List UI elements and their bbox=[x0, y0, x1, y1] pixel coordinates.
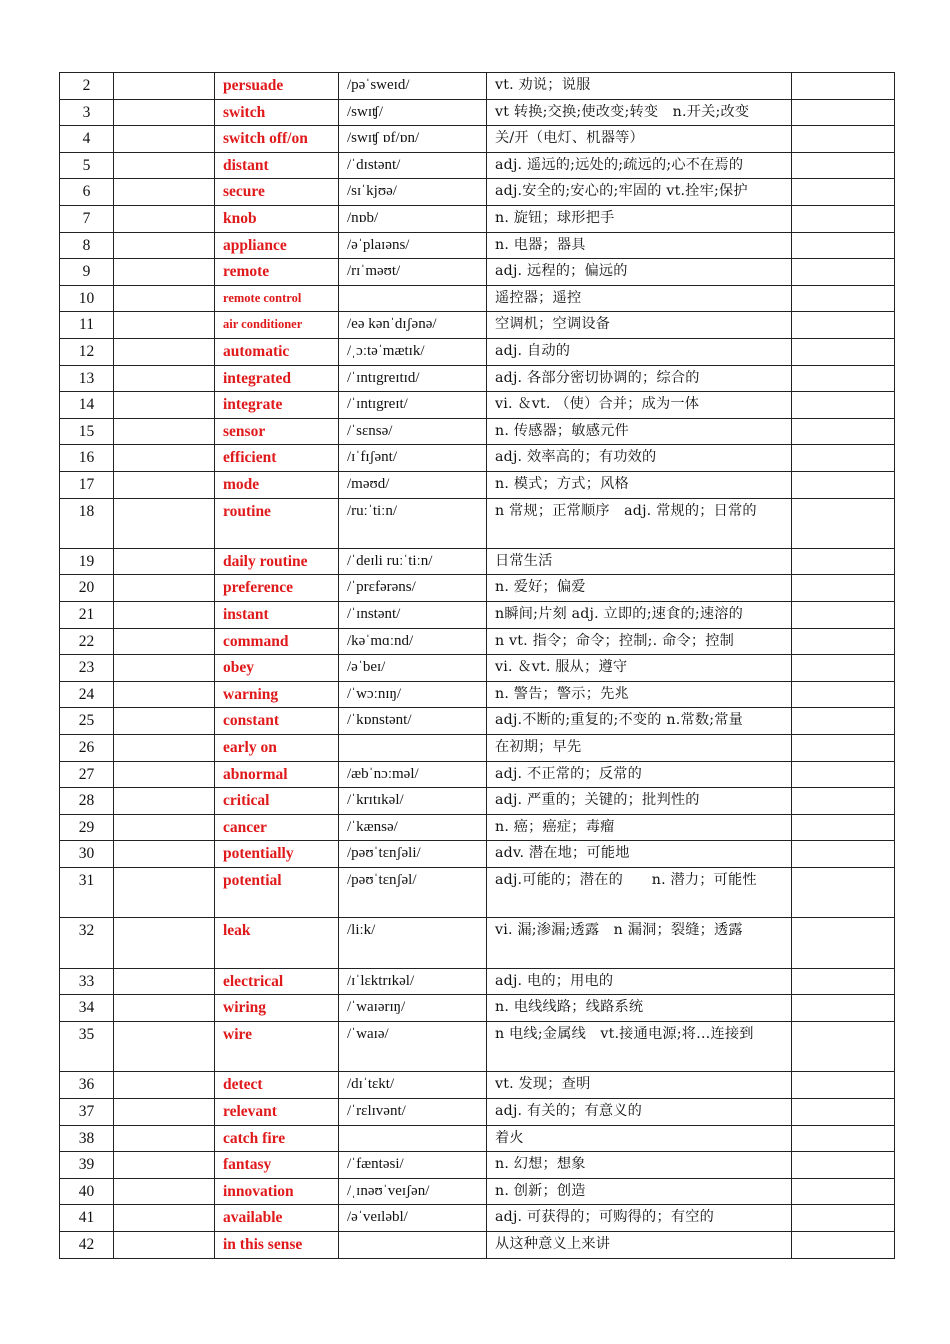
word-meaning: adj. 不正常的；反常的 bbox=[487, 761, 792, 788]
notes-cell bbox=[792, 205, 895, 232]
vocabulary-word: routine bbox=[215, 498, 339, 548]
phonetic-transcription bbox=[339, 1231, 487, 1258]
phonetic-transcription: /pəˈsweɪd/ bbox=[339, 73, 487, 100]
row-number: 2 bbox=[60, 73, 114, 100]
vocabulary-word: available bbox=[215, 1205, 339, 1232]
row-number: 38 bbox=[60, 1125, 114, 1152]
table-row bbox=[60, 868, 895, 918]
notes-cell bbox=[792, 418, 895, 445]
word-meaning: n. 创新；创造 bbox=[487, 1178, 792, 1205]
phonetic-transcription: /ɪˈlɛktrɪkəl/ bbox=[339, 968, 487, 995]
notes-cell bbox=[792, 788, 895, 815]
word-meaning: n. 癌；癌症；毒瘤 bbox=[487, 814, 792, 841]
notes-cell bbox=[792, 365, 895, 392]
blank-cell bbox=[114, 338, 215, 365]
word-meaning: adj.不断的;重复的;不变的 n.常数;常量 bbox=[487, 708, 792, 735]
blank-cell bbox=[114, 1205, 215, 1232]
phonetic-transcription: /dɪˈtɛkt/ bbox=[339, 1072, 487, 1099]
blank-cell bbox=[114, 841, 215, 868]
word-meaning: 日常生活 bbox=[487, 548, 792, 575]
phonetic-transcription: /əˈveɪləbl/ bbox=[339, 1205, 487, 1232]
vocabulary-word: mode bbox=[215, 471, 339, 498]
notes-cell bbox=[792, 761, 895, 788]
table-row bbox=[60, 1231, 895, 1258]
word-meaning: n. 电器；器具 bbox=[487, 232, 792, 259]
row-number: 13 bbox=[60, 365, 114, 392]
phonetic-transcription: /məʊd/ bbox=[339, 471, 487, 498]
notes-cell bbox=[792, 1098, 895, 1125]
blank-cell bbox=[114, 1152, 215, 1179]
table-row bbox=[60, 548, 895, 575]
notes-cell bbox=[792, 73, 895, 100]
notes-cell bbox=[792, 1072, 895, 1099]
vocabulary-word: automatic bbox=[215, 338, 339, 365]
vocabulary-word: efficient bbox=[215, 445, 339, 472]
vocabulary-word: command bbox=[215, 628, 339, 655]
vocabulary-word: sensor bbox=[215, 418, 339, 445]
row-number: 41 bbox=[60, 1205, 114, 1232]
vocabulary-word: critical bbox=[215, 788, 339, 815]
vocabulary-word: potential bbox=[215, 868, 339, 918]
phonetic-transcription bbox=[339, 285, 487, 312]
table-row bbox=[60, 285, 895, 312]
blank-cell bbox=[114, 735, 215, 762]
blank-cell bbox=[114, 418, 215, 445]
phonetic-transcription: /ɪˈfɪʃənt/ bbox=[339, 445, 487, 472]
phonetic-transcription: /ˈwaɪə/ bbox=[339, 1021, 487, 1071]
phonetic-transcription: /ˈprɛfərəns/ bbox=[339, 575, 487, 602]
notes-cell bbox=[792, 1152, 895, 1179]
vocabulary-word: switch off/on bbox=[215, 126, 339, 153]
table-row bbox=[60, 205, 895, 232]
word-meaning: adj. 遥远的;远处的;疏远的;心不在焉的 bbox=[487, 152, 792, 179]
row-number: 6 bbox=[60, 179, 114, 206]
phonetic-transcription: /swɪʧ ɒf/ɒn/ bbox=[339, 126, 487, 153]
table-row bbox=[60, 1178, 895, 1205]
vocabulary-word: knob bbox=[215, 205, 339, 232]
row-number: 33 bbox=[60, 968, 114, 995]
vocabulary-word: electrical bbox=[215, 968, 339, 995]
vocabulary-word: abnormal bbox=[215, 761, 339, 788]
vocabulary-word: persuade bbox=[215, 73, 339, 100]
word-meaning: adj. 自动的 bbox=[487, 338, 792, 365]
notes-cell bbox=[792, 1021, 895, 1071]
blank-cell bbox=[114, 312, 215, 339]
table-row bbox=[60, 814, 895, 841]
word-meaning: n 电线;金属线 vt.接通电源;将…连接到 bbox=[487, 1021, 792, 1071]
word-meaning: vt 转换;交换;使改变;转变 n.开关;改变 bbox=[487, 99, 792, 126]
word-meaning: adj.安全的;安心的;牢固的 vt.拴牢;保护 bbox=[487, 179, 792, 206]
row-number: 40 bbox=[60, 1178, 114, 1205]
blank-cell bbox=[114, 445, 215, 472]
phonetic-transcription: /æbˈnɔːməl/ bbox=[339, 761, 487, 788]
blank-cell bbox=[114, 868, 215, 918]
table-row bbox=[60, 1125, 895, 1152]
row-number: 36 bbox=[60, 1072, 114, 1099]
word-meaning: 空调机；空调设备 bbox=[487, 312, 792, 339]
table-row bbox=[60, 152, 895, 179]
vocabulary-table-body bbox=[60, 73, 895, 1259]
vocabulary-word: preference bbox=[215, 575, 339, 602]
word-meaning: adj. 效率高的；有功效的 bbox=[487, 445, 792, 472]
vocabulary-page bbox=[59, 72, 894, 1259]
notes-cell bbox=[792, 841, 895, 868]
phonetic-transcription: /pəʊˈtɛnʃəl/ bbox=[339, 868, 487, 918]
vocabulary-word: fantasy bbox=[215, 1152, 339, 1179]
blank-cell bbox=[114, 1178, 215, 1205]
blank-cell bbox=[114, 655, 215, 682]
phonetic-transcription: /ˈɪnstənt/ bbox=[339, 602, 487, 629]
table-row bbox=[60, 338, 895, 365]
vocabulary-word: wiring bbox=[215, 995, 339, 1022]
vocabulary-word: air conditioner bbox=[215, 312, 339, 339]
vocabulary-word: innovation bbox=[215, 1178, 339, 1205]
table-row bbox=[60, 681, 895, 708]
row-number: 8 bbox=[60, 232, 114, 259]
phonetic-transcription: /ˈfæntəsi/ bbox=[339, 1152, 487, 1179]
row-number: 18 bbox=[60, 498, 114, 548]
vocabulary-word: switch bbox=[215, 99, 339, 126]
word-meaning: vi. ＆vt. （使）合并；成为一体 bbox=[487, 392, 792, 419]
row-number: 23 bbox=[60, 655, 114, 682]
notes-cell bbox=[792, 548, 895, 575]
notes-cell bbox=[792, 1178, 895, 1205]
word-meaning: n vt. 指令；命令；控制;. 命令；控制 bbox=[487, 628, 792, 655]
table-row bbox=[60, 1152, 895, 1179]
vocabulary-word: secure bbox=[215, 179, 339, 206]
row-number: 42 bbox=[60, 1231, 114, 1258]
row-number: 10 bbox=[60, 285, 114, 312]
notes-cell bbox=[792, 968, 895, 995]
table-row bbox=[60, 232, 895, 259]
phonetic-transcription bbox=[339, 1125, 487, 1152]
blank-cell bbox=[114, 99, 215, 126]
phonetic-transcription: /ˈwaɪərɪŋ/ bbox=[339, 995, 487, 1022]
phonetic-transcription: /əˈplaɪəns/ bbox=[339, 232, 487, 259]
vocabulary-word: appliance bbox=[215, 232, 339, 259]
table-row bbox=[60, 602, 895, 629]
word-meaning: 在初期；早先 bbox=[487, 735, 792, 762]
notes-cell bbox=[792, 735, 895, 762]
notes-cell bbox=[792, 232, 895, 259]
phonetic-transcription: /ˈsɛnsə/ bbox=[339, 418, 487, 445]
table-row bbox=[60, 708, 895, 735]
notes-cell bbox=[792, 471, 895, 498]
phonetic-transcription: /liːk/ bbox=[339, 918, 487, 968]
word-meaning: 从这种意义上来讲 bbox=[487, 1231, 792, 1258]
notes-cell bbox=[792, 445, 895, 472]
notes-cell bbox=[792, 918, 895, 968]
row-number: 12 bbox=[60, 338, 114, 365]
row-number: 25 bbox=[60, 708, 114, 735]
table-row bbox=[60, 1072, 895, 1099]
row-number: 31 bbox=[60, 868, 114, 918]
phonetic-transcription: /sɪˈkjʊə/ bbox=[339, 179, 487, 206]
vocabulary-word: relevant bbox=[215, 1098, 339, 1125]
row-number: 16 bbox=[60, 445, 114, 472]
phonetic-transcription: /ˈwɔːnɪŋ/ bbox=[339, 681, 487, 708]
phonetic-transcription: /eə kənˈdɪʃənə/ bbox=[339, 312, 487, 339]
table-row bbox=[60, 1098, 895, 1125]
blank-cell bbox=[114, 1125, 215, 1152]
notes-cell bbox=[792, 179, 895, 206]
word-meaning: n 常规；正常顺序 adj. 常规的；日常的 bbox=[487, 498, 792, 548]
word-meaning: adj.可能的；潜在的 n. 潜力；可能性 bbox=[487, 868, 792, 918]
phonetic-transcription: /ˈdeɪli ruːˈtiːn/ bbox=[339, 548, 487, 575]
vocabulary-word: warning bbox=[215, 681, 339, 708]
table-row bbox=[60, 628, 895, 655]
blank-cell bbox=[114, 1098, 215, 1125]
phonetic-transcription: /ˈkrɪtɪkəl/ bbox=[339, 788, 487, 815]
word-meaning: vt. 劝说；说服 bbox=[487, 73, 792, 100]
table-row bbox=[60, 995, 895, 1022]
word-meaning: adj. 远程的；偏远的 bbox=[487, 259, 792, 286]
phonetic-transcription: /ˈkænsə/ bbox=[339, 814, 487, 841]
notes-cell bbox=[792, 99, 895, 126]
row-number: 27 bbox=[60, 761, 114, 788]
table-row bbox=[60, 179, 895, 206]
word-meaning: adv. 潜在地；可能地 bbox=[487, 841, 792, 868]
blank-cell bbox=[114, 628, 215, 655]
table-row bbox=[60, 788, 895, 815]
word-meaning: n. 模式；方式；风格 bbox=[487, 471, 792, 498]
notes-cell bbox=[792, 1205, 895, 1232]
notes-cell bbox=[792, 1125, 895, 1152]
blank-cell bbox=[114, 995, 215, 1022]
row-number: 29 bbox=[60, 814, 114, 841]
vocabulary-word: daily routine bbox=[215, 548, 339, 575]
row-number: 9 bbox=[60, 259, 114, 286]
table-row bbox=[60, 392, 895, 419]
vocabulary-word: distant bbox=[215, 152, 339, 179]
vocabulary-word: in this sense bbox=[215, 1231, 339, 1258]
blank-cell bbox=[114, 126, 215, 153]
row-number: 4 bbox=[60, 126, 114, 153]
word-meaning: n. 警告；警示；先兆 bbox=[487, 681, 792, 708]
vocabulary-word: integrate bbox=[215, 392, 339, 419]
phonetic-transcription: /ˈdɪstənt/ bbox=[339, 152, 487, 179]
word-meaning: adj. 各部分密切协调的；综合的 bbox=[487, 365, 792, 392]
phonetic-transcription: /ruːˈtiːn/ bbox=[339, 498, 487, 548]
blank-cell bbox=[114, 471, 215, 498]
notes-cell bbox=[792, 602, 895, 629]
row-number: 34 bbox=[60, 995, 114, 1022]
phonetic-transcription: /ˈɪntɪgreɪt/ bbox=[339, 392, 487, 419]
blank-cell bbox=[114, 179, 215, 206]
vocabulary-table bbox=[59, 72, 895, 1259]
word-meaning: n. 爱好；偏爱 bbox=[487, 575, 792, 602]
vocabulary-word: potentially bbox=[215, 841, 339, 868]
blank-cell bbox=[114, 761, 215, 788]
table-row bbox=[60, 761, 895, 788]
vocabulary-word: constant bbox=[215, 708, 339, 735]
row-number: 5 bbox=[60, 152, 114, 179]
row-number: 7 bbox=[60, 205, 114, 232]
blank-cell bbox=[114, 498, 215, 548]
row-number: 37 bbox=[60, 1098, 114, 1125]
notes-cell bbox=[792, 575, 895, 602]
table-row bbox=[60, 1021, 895, 1071]
word-meaning: n. 电线线路；线路系统 bbox=[487, 995, 792, 1022]
row-number: 15 bbox=[60, 418, 114, 445]
vocabulary-word: remote bbox=[215, 259, 339, 286]
notes-cell bbox=[792, 655, 895, 682]
table-row bbox=[60, 259, 895, 286]
row-number: 17 bbox=[60, 471, 114, 498]
row-number: 26 bbox=[60, 735, 114, 762]
table-row bbox=[60, 73, 895, 100]
word-meaning: vi. ＆vt. 服从；遵守 bbox=[487, 655, 792, 682]
blank-cell bbox=[114, 73, 215, 100]
phonetic-transcription: /kəˈmɑːnd/ bbox=[339, 628, 487, 655]
blank-cell bbox=[114, 152, 215, 179]
word-meaning: adj. 电的；用电的 bbox=[487, 968, 792, 995]
blank-cell bbox=[114, 681, 215, 708]
vocabulary-word: obey bbox=[215, 655, 339, 682]
word-meaning: n. 旋钮；球形把手 bbox=[487, 205, 792, 232]
phonetic-transcription: /rɪˈməʊt/ bbox=[339, 259, 487, 286]
table-row bbox=[60, 471, 895, 498]
word-meaning: vi. 漏;渗漏;透露 n 漏洞；裂缝；透露 bbox=[487, 918, 792, 968]
word-meaning: adj. 严重的；关键的；批判性的 bbox=[487, 788, 792, 815]
row-number: 28 bbox=[60, 788, 114, 815]
notes-cell bbox=[792, 708, 895, 735]
vocabulary-word: wire bbox=[215, 1021, 339, 1071]
blank-cell bbox=[114, 365, 215, 392]
blank-cell bbox=[114, 602, 215, 629]
word-meaning: adj. 可获得的；可购得的；有空的 bbox=[487, 1205, 792, 1232]
table-row bbox=[60, 365, 895, 392]
phonetic-transcription: /ˈrɛlɪvənt/ bbox=[339, 1098, 487, 1125]
phonetic-transcription: /ˈɪntɪgreɪtɪd/ bbox=[339, 365, 487, 392]
blank-cell bbox=[114, 968, 215, 995]
phonetic-transcription: /nɒb/ bbox=[339, 205, 487, 232]
word-meaning: n. 传感器；敏感元件 bbox=[487, 418, 792, 445]
phonetic-transcription: /ˈkɒnstənt/ bbox=[339, 708, 487, 735]
phonetic-transcription: /əˈbeɪ/ bbox=[339, 655, 487, 682]
table-row bbox=[60, 312, 895, 339]
vocabulary-word: leak bbox=[215, 918, 339, 968]
blank-cell bbox=[114, 708, 215, 735]
vocabulary-word: detect bbox=[215, 1072, 339, 1099]
notes-cell bbox=[792, 995, 895, 1022]
notes-cell bbox=[792, 312, 895, 339]
word-meaning: 遥控器；遥控 bbox=[487, 285, 792, 312]
blank-cell bbox=[114, 259, 215, 286]
table-row bbox=[60, 445, 895, 472]
blank-cell bbox=[114, 575, 215, 602]
table-row bbox=[60, 418, 895, 445]
notes-cell bbox=[792, 498, 895, 548]
table-row bbox=[60, 99, 895, 126]
table-row bbox=[60, 575, 895, 602]
row-number: 22 bbox=[60, 628, 114, 655]
blank-cell bbox=[114, 392, 215, 419]
notes-cell bbox=[792, 152, 895, 179]
blank-cell bbox=[114, 1072, 215, 1099]
vocabulary-word: remote control bbox=[215, 285, 339, 312]
table-row bbox=[60, 918, 895, 968]
word-meaning: vt. 发现；查明 bbox=[487, 1072, 792, 1099]
vocabulary-word: integrated bbox=[215, 365, 339, 392]
row-number: 32 bbox=[60, 918, 114, 968]
blank-cell bbox=[114, 548, 215, 575]
row-number: 3 bbox=[60, 99, 114, 126]
word-meaning: n. 幻想；想象 bbox=[487, 1152, 792, 1179]
word-meaning: n瞬间;片刻 adj. 立即的;速食的;速溶的 bbox=[487, 602, 792, 629]
row-number: 24 bbox=[60, 681, 114, 708]
phonetic-transcription: /pəʊˈtɛnʃəli/ bbox=[339, 841, 487, 868]
blank-cell bbox=[114, 1021, 215, 1071]
blank-cell bbox=[114, 788, 215, 815]
table-row bbox=[60, 498, 895, 548]
row-number: 35 bbox=[60, 1021, 114, 1071]
blank-cell bbox=[114, 285, 215, 312]
row-number: 11 bbox=[60, 312, 114, 339]
notes-cell bbox=[792, 392, 895, 419]
vocabulary-word: cancer bbox=[215, 814, 339, 841]
notes-cell bbox=[792, 628, 895, 655]
phonetic-transcription: /swɪʧ/ bbox=[339, 99, 487, 126]
notes-cell bbox=[792, 285, 895, 312]
phonetic-transcription: /ˌɔːtəˈmætɪk/ bbox=[339, 338, 487, 365]
word-meaning: 着火 bbox=[487, 1125, 792, 1152]
notes-cell bbox=[792, 814, 895, 841]
table-row bbox=[60, 126, 895, 153]
notes-cell bbox=[792, 259, 895, 286]
notes-cell bbox=[792, 126, 895, 153]
phonetic-transcription bbox=[339, 735, 487, 762]
table-row bbox=[60, 735, 895, 762]
table-row bbox=[60, 841, 895, 868]
notes-cell bbox=[792, 681, 895, 708]
table-row bbox=[60, 1205, 895, 1232]
word-meaning: adj. 有关的；有意义的 bbox=[487, 1098, 792, 1125]
row-number: 30 bbox=[60, 841, 114, 868]
blank-cell bbox=[114, 205, 215, 232]
vocabulary-word: catch fire bbox=[215, 1125, 339, 1152]
vocabulary-word: instant bbox=[215, 602, 339, 629]
blank-cell bbox=[114, 1231, 215, 1258]
blank-cell bbox=[114, 918, 215, 968]
vocabulary-word: early on bbox=[215, 735, 339, 762]
table-row bbox=[60, 655, 895, 682]
phonetic-transcription: /ˌɪnəʊˈveɪʃən/ bbox=[339, 1178, 487, 1205]
notes-cell bbox=[792, 868, 895, 918]
row-number: 39 bbox=[60, 1152, 114, 1179]
row-number: 14 bbox=[60, 392, 114, 419]
row-number: 20 bbox=[60, 575, 114, 602]
blank-cell bbox=[114, 814, 215, 841]
notes-cell bbox=[792, 1231, 895, 1258]
notes-cell bbox=[792, 338, 895, 365]
word-meaning: 关/开（电灯、机器等） bbox=[487, 126, 792, 153]
table-row bbox=[60, 968, 895, 995]
blank-cell bbox=[114, 232, 215, 259]
row-number: 19 bbox=[60, 548, 114, 575]
row-number: 21 bbox=[60, 602, 114, 629]
